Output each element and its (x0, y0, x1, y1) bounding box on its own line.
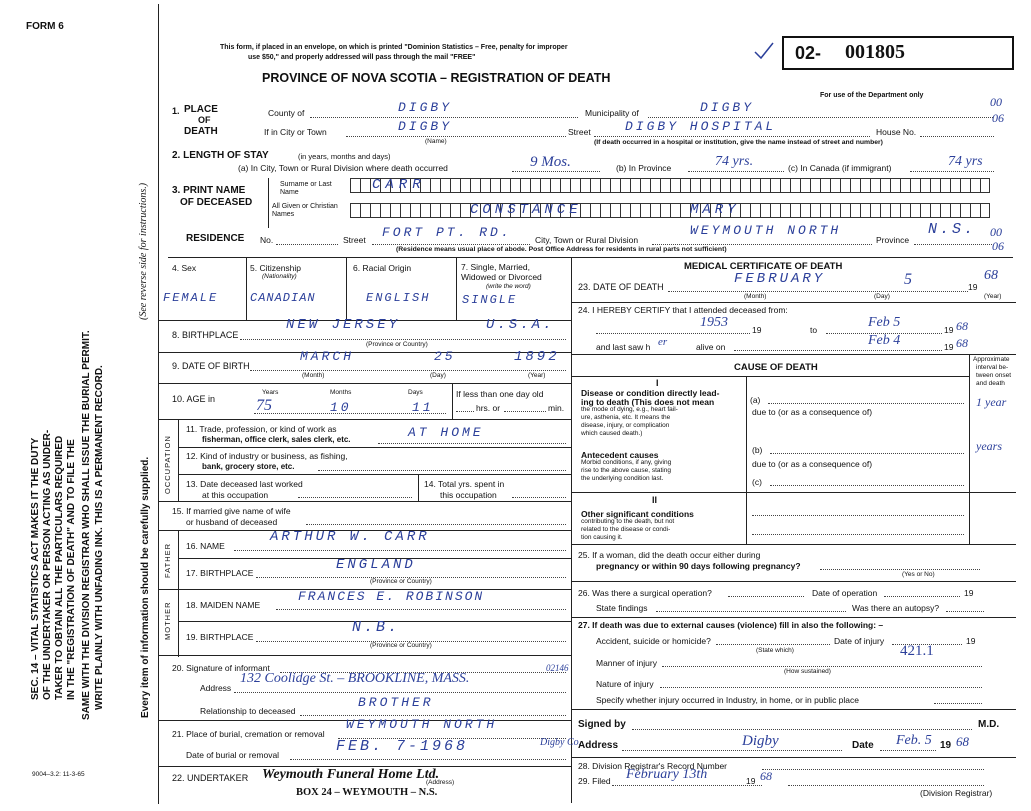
specify-label: Specify whether injury occurred in Industry, in home, or in public place (596, 695, 859, 705)
burial-date-label: Date of burial or removal (186, 750, 280, 760)
left-border (158, 4, 159, 804)
alive-on-label: alive on (696, 342, 726, 352)
alive-on-value: Feb 4 (868, 333, 901, 348)
hrs-label: hrs. or (476, 403, 501, 413)
interval-label-3: tween onset (976, 372, 1012, 379)
antecedent-label-4: the underlying condition last. (581, 475, 664, 482)
antecedent-label: Antecedent causes (581, 450, 659, 460)
q11-value: AT HOME (408, 425, 484, 440)
residence-street-label: Street (343, 235, 366, 245)
stay-c-value: 74 yrs (948, 154, 983, 169)
antecedent-label-2: Morbid conditions, if any, giving (581, 459, 672, 466)
direct-label: Disease or condition directly lead- (581, 388, 720, 398)
other-label-3: related to the disease or condi- (581, 526, 671, 533)
county-value: DIGBY (398, 100, 453, 115)
burial-place-label: 21. Place of burial, cremation or removal (172, 729, 325, 739)
deceased-label-2: OF DECEASED (180, 197, 253, 208)
notice-line-1: This form, if placed in an envelope, on which is printed "Dominion Statistics – Free, penalty for improper (220, 44, 568, 51)
dob-day-value: 25 (434, 349, 456, 364)
given-boxes (350, 203, 990, 218)
direct-label-6: which caused death.) (581, 430, 643, 437)
dob-year-value: 1892 (514, 349, 560, 365)
q29-label: 29. Filed (578, 776, 611, 786)
q24-label: 24. I HEREBY CERTIFY that I attended deceased from: (578, 305, 788, 315)
informant-address-label: Address (200, 683, 232, 693)
citizenship-label: 5. Citizenship (250, 263, 302, 273)
header-rule (168, 257, 1013, 258)
interval-a-value: 1 year (976, 395, 1007, 409)
dod-year-prefix: 19 (968, 282, 978, 292)
stay-a-value: 9 Mos. (530, 154, 571, 170)
given-label: All Given or Christian Names (272, 203, 338, 219)
reg-prefix: 02- (795, 43, 822, 63)
municipality-label: Municipality of (585, 108, 639, 118)
dept-use-note: For use of the Department only (820, 92, 924, 99)
date-operation-19: 19 (964, 588, 974, 598)
stay-b-value: 74 yrs. (715, 154, 754, 169)
date-injury-19: 19 (966, 636, 976, 646)
manner-label: Manner of injury (596, 658, 657, 668)
sign-date-label: Date (852, 740, 874, 751)
dod-day-value: 5 (904, 271, 912, 288)
mother-section-label: MOTHER (163, 601, 172, 640)
surname-value: CARR (372, 177, 426, 193)
sex-label: 4. Sex (172, 263, 197, 273)
dob-label: 9. DATE OF BIRTH (172, 361, 250, 371)
municipality-value: DIGBY (700, 100, 755, 115)
attended-to-year: 68 (956, 319, 968, 333)
q14-label: 14. Total yrs. spent in (424, 479, 505, 489)
residence-label: RESIDENCE (186, 233, 245, 244)
dob-day-caption: (Day) (430, 372, 446, 379)
q25-label-b: pregnancy or within 90 days following pregnancy? (596, 561, 801, 571)
residence-province-label: Province (876, 235, 910, 245)
q12-label-b: bank, grocery store, etc. (202, 462, 295, 471)
mother-birthplace-label: 19. BIRTHPLACE (186, 632, 254, 642)
father-prov-country: (Province or Country) (370, 578, 432, 585)
attended-from-value: 1953 (700, 315, 728, 330)
direct-label-3: the mode of dying, e.g., heart fail- (581, 406, 678, 413)
cause-a-label: (a) (750, 395, 761, 405)
father-name-value: ARTHUR W. CARR (270, 529, 430, 545)
sidebar-line-6: WRITE PLAINLY WITH UNFADING INK. THIS IS A PERMANENT RECORD. (94, 365, 105, 710)
other-label-4: tion causing it. (581, 534, 623, 541)
undertaker-label: 22. UNDERTAKER (172, 773, 249, 783)
q15-label: 15. If married give name of wife (172, 506, 291, 516)
q26-label: 26. Was there a surgical operation? (578, 588, 712, 598)
father-section-label: FATHER (163, 542, 172, 578)
antecedent-label-3: rise to the above cause, stating (581, 467, 671, 474)
q11-label-b: fisherman, office clerk, sales clerk, etc. (202, 435, 351, 444)
father-name-label: 16. NAME (186, 541, 225, 551)
stay-unit-note: (in years, months and days) (298, 152, 391, 161)
surname-label: Surname or Last Name (280, 181, 332, 197)
q11-label: 11. Trade, profession, or kind of work as (186, 424, 337, 434)
relationship-label: Relationship to deceased (200, 706, 296, 716)
dob-month-value: MARCH (300, 349, 355, 364)
house-label: House No. (876, 127, 917, 137)
stay-a-label: (a) In City, Town or Rural Division where death occurred (238, 163, 448, 173)
days-label: Days (408, 389, 423, 396)
sidebar-line-3: TAKER TO OBTAIN ALL THE PARTICULARS REQUIRED (54, 435, 65, 700)
last-saw-label: and last saw h (596, 342, 651, 352)
residence-no-label: No. (260, 235, 274, 245)
sign-address-label: Address (578, 740, 619, 751)
years-label: Years (262, 389, 279, 396)
residence-street-value: FORT PT. RD. (382, 225, 512, 240)
street-label: Street (568, 127, 591, 137)
city-value: DIGBY (398, 119, 453, 134)
days-value: 11 (412, 400, 434, 415)
roman-one: I (656, 378, 659, 388)
roman-two: II (652, 495, 658, 505)
marital-value: SINGLE (462, 293, 518, 307)
residence-city-value: WEYMOUTH NORTH (690, 223, 842, 238)
filed-date-value: February 13th (626, 767, 708, 782)
sidebar-line-5: SAME WITH THE DIVISION REGISTRAR WHO SHALL ISSUE THE BURIAL PERMIT. (81, 330, 92, 720)
dod-month-caption: (Month) (744, 293, 767, 300)
q12-label: 12. Kind of industry or business, as fishing, (186, 451, 348, 461)
burial-note: Digby Co. (540, 737, 582, 748)
date-injury-label: Date of injury (834, 636, 885, 646)
margin-code-1: 00 (990, 95, 1002, 109)
deceased-label-1: 3. PRINT NAME (172, 185, 246, 196)
relationship-value: BROTHER (358, 695, 434, 710)
check-mark-icon (752, 40, 776, 62)
given-value-2: MARY (690, 202, 740, 218)
code-value: 421.1 (900, 643, 934, 659)
undertaker-address: BOX 24 – WEYMOUTH – N.S. (296, 787, 438, 798)
mother-birthplace-value: N.B. (352, 619, 401, 636)
print-code: 9004–3.2: 11-3-65 (32, 771, 85, 778)
dod-year-value: 68 (984, 268, 998, 283)
given-value-1: CONSTANCE (470, 202, 582, 218)
filed-year-value: 68 (760, 769, 772, 783)
direct-label-5: disease, injury, or complication (581, 422, 670, 429)
sex-value: FEMALE (163, 291, 219, 305)
margin-code-4: 06 (992, 239, 1004, 253)
sign-address-value: Digby (742, 733, 779, 749)
months-label: Months (330, 389, 352, 396)
sign-date-value: Feb. 5 (896, 733, 932, 748)
attended-from-19: 19 (752, 325, 762, 335)
q15-label-b: or husband of deceased (186, 517, 278, 527)
margin-code-2: 06 (992, 111, 1004, 125)
other-label: Other significant conditions (581, 509, 694, 519)
origin-value: ENGLISH (366, 291, 431, 305)
attended-to-label: to (810, 325, 818, 335)
signed-by-label: Signed by (578, 719, 626, 730)
min-label: min. (548, 403, 565, 413)
q14-label-b: this occupation (440, 490, 497, 500)
alive-19: 19 (944, 342, 954, 352)
months-value: 10 (330, 400, 352, 415)
place-label-death: DEATH (184, 126, 218, 137)
father-birthplace-value: ENGLAND (336, 557, 416, 573)
occupation-section-label: OCCUPATION (163, 435, 172, 494)
nature-label: Nature of injury (596, 679, 654, 689)
alive-year-value: 68 (956, 336, 968, 350)
age-label: 10. AGE in (172, 394, 216, 404)
last-saw-h-value: er (658, 336, 668, 348)
date-operation-label: Date of operation (812, 588, 878, 598)
stay-c-label: (c) In Canada (if immigrant) (788, 163, 892, 173)
yes-no-caption: (Yes or No) (902, 571, 935, 578)
sign-19: 19 (940, 740, 952, 751)
street-value: DIGBY HOSPITAL (625, 119, 777, 134)
state-which-caption: (State which) (756, 647, 794, 654)
surname-boxes (350, 178, 990, 193)
interval-label-2: interval be- (976, 364, 1009, 371)
sidebar-line-2: OF THE UNDERTAKER OR PERSON ACTING AS UNDER- (42, 429, 53, 700)
residence-province-value: N.S. (928, 221, 977, 238)
q23-label: 23. DATE OF DEATH (578, 282, 664, 292)
autopsy-label: Was there an autopsy? (852, 603, 940, 613)
notice-line-2: use $50," and properly addressed will pass through the mail "FREE" (248, 54, 476, 61)
interval-label-4: and death (976, 380, 1005, 387)
dod-day-caption: (Day) (874, 293, 890, 300)
place-label-of: OF (198, 115, 211, 125)
birthplace-value: NEW JERSEY (286, 317, 401, 333)
mother-maiden-label: 18. MAIDEN NAME (186, 600, 261, 610)
attended-to-19: 19 (944, 325, 954, 335)
undertaker-address-label: (Address) (426, 779, 455, 786)
city-label: If in City or Town (264, 127, 327, 137)
sign-year-value: 68 (956, 734, 969, 749)
citizenship-note: (Nationality) (262, 273, 297, 280)
sidebar-line-7: (See reverse side for instructions.) (138, 182, 149, 320)
marital-label: 7. Single, Married, Widowed or Divorced (461, 262, 542, 282)
stay-label: 2. LENGTH OF STAY (172, 150, 269, 161)
cause-b-label: (b) (752, 445, 763, 455)
attended-to-value: Feb 5 (868, 315, 901, 330)
sidebar-line-1: SEC. 14 – VITAL STATISTICS ACT MAKES IT THE DUTY (30, 437, 41, 700)
less-than-day-label: If less than one day old (456, 389, 544, 399)
undertaker-name: Weymouth Funeral Home Ltd. (262, 767, 440, 782)
form-label: FORM 6 (26, 21, 64, 32)
birthplace-country-value: U.S.A. (486, 317, 555, 333)
direct-label-4: ure, asthenia, etc. It means the (581, 414, 671, 421)
county-label: County of (268, 108, 305, 118)
medical-title: MEDICAL CERTIFICATE OF DEATH (684, 261, 843, 272)
state-findings-label: State findings (596, 603, 648, 613)
mother-prov-country: (Province or Country) (370, 642, 432, 649)
citizenship-value: CANADIAN (250, 291, 316, 305)
how-sustained-caption: (How sustained) (784, 668, 831, 675)
other-label-2: contributing to the death, but not (581, 518, 675, 525)
cause-c-label: (c) (752, 477, 762, 487)
q28-label: 28. Division Registrar's Record Number (578, 761, 728, 771)
q13-label-b: at this occupation (202, 490, 269, 500)
accident-label: Accident, suicide or homicide? (596, 636, 711, 646)
interval-label-1: Approximate (973, 356, 1010, 363)
form-title: PROVINCE OF NOVA SCOTIA – REGISTRATION OF DEATH (262, 71, 611, 85)
burial-date-value: FEB. 7-1968 (336, 738, 469, 755)
due-to-b: due to (or as a consequence of) (752, 459, 873, 469)
q27-label: 27. If death was due to external causes (violence) fill in also the following: – (578, 620, 884, 630)
direct-label-2: ing to death (This does not mean (581, 397, 715, 407)
dob-year-caption: (Year) (528, 372, 546, 379)
origin-label: 6. Racial Origin (353, 263, 412, 273)
father-birthplace-label: 17. BIRTHPLACE (186, 568, 254, 578)
informant-zip: 02146 (546, 663, 569, 673)
place-label-num: 1. (172, 106, 180, 116)
birthplace-prov-country: (Province or Country) (366, 341, 428, 348)
informant-address-value: 132 Coolidge St. – BROOKLINE, MASS. (240, 671, 470, 686)
due-to-a: due to (or as a consequence of) (752, 407, 873, 417)
interval-b-value: years (976, 439, 1002, 453)
sidebar-line-8: Every item of information should be carefully supplied. (140, 456, 151, 718)
years-value: 75 (256, 397, 272, 414)
md-label: M.D. (978, 719, 1000, 730)
residence-city-label: City, Town or Rural Division (535, 235, 639, 245)
dod-year-caption: (Year) (984, 293, 1002, 300)
dob-month-caption: (Month) (302, 372, 325, 379)
cause-title: CAUSE OF DEATH (734, 362, 818, 373)
residence-note: (Residence means usual place of abode. Post Office Address for residents in rural parts not sufficient) (396, 246, 727, 253)
name-note: (Name) (425, 138, 447, 145)
birthplace-label: 8. BIRTHPLACE (172, 330, 239, 340)
margin-code-3: 00 (990, 225, 1002, 239)
stay-b-label: (b) In Province (616, 163, 672, 173)
q25-label: 25. If a woman, did the death occur either during (578, 550, 761, 560)
filed-19: 19 (746, 776, 756, 786)
place-label: PLACE (184, 104, 218, 115)
marital-note: (write the word) (486, 283, 531, 290)
sidebar-line-4: IN THE "REGISTRATION OF DEATH" AND TO FILE THE (66, 439, 77, 700)
hospital-note: (If death occurred in a hospital or institution, give the name instead of street and number) (594, 139, 883, 146)
division-registrar-caption: (Division Registrar) (920, 788, 993, 798)
dod-month-value: FEBRUARY (734, 271, 826, 287)
reg-number: 001805 (845, 41, 905, 63)
burial-place-value: WEYMOUTH NORTH (346, 717, 498, 732)
informant-sig-label: 20. Signature of informant (172, 663, 270, 673)
mother-maiden-value: FRANCES E. ROBINSON (298, 589, 485, 604)
q13-label: 13. Date deceased last worked (186, 479, 303, 489)
